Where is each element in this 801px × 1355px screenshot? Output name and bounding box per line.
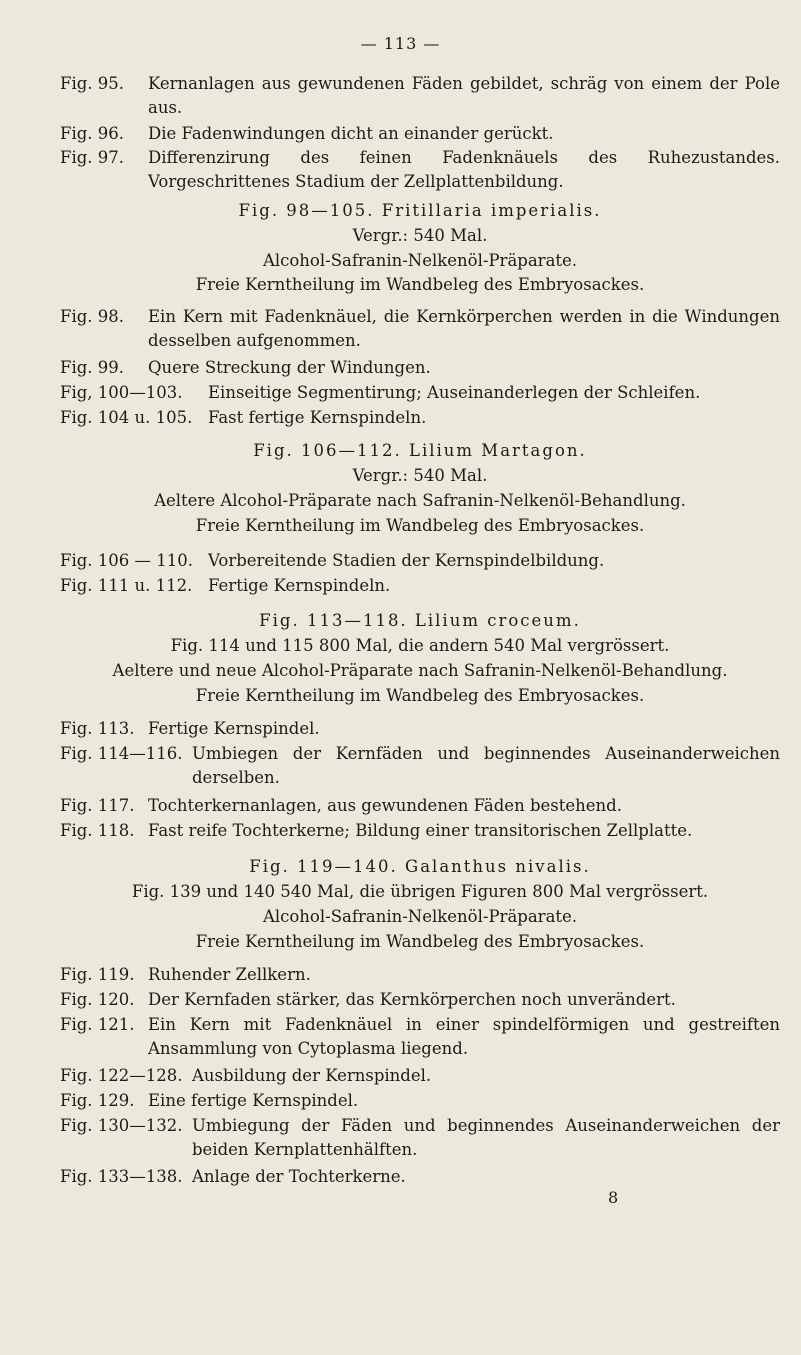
- figure-label: Fig. 122—128.: [60, 1066, 183, 1085]
- figure-label: Fig. 111 u. 112.: [60, 576, 193, 595]
- figure-label: Fig. 97.: [60, 148, 125, 167]
- section-description: Freie Kerntheilung im Wandbeleg des Embryosackes.: [195, 275, 645, 294]
- magnification: Vergr.: 540 Mal.: [352, 466, 488, 485]
- figure-label: Fig. 118.: [60, 821, 135, 840]
- preparation: Aeltere und neue Alcohol-Präparate nach Safranin-Nelkenöl-Behandlung.: [112, 661, 728, 680]
- figure-description: Anlage der Tochterkerne.: [192, 1167, 406, 1186]
- preparation: Alcohol-Safranin-Nelkenöl-Präparate.: [262, 251, 578, 270]
- preparation: Aeltere Alcohol-Präparate nach Safranin-Nelkenöl-Behandlung.: [154, 491, 686, 510]
- figure-description: Umbiegen der Kernfäden und beginnendes Auseinanderweichen derselben.: [192, 744, 780, 787]
- magnification: Fig. 114 und 115 800 Mal, die andern 540 Mal vergrössert.: [170, 636, 670, 655]
- signature-mark: 8: [608, 1188, 619, 1207]
- figure-label: Fig. 113.: [60, 719, 135, 738]
- figure-label: Fig. 106 — 110.: [60, 551, 193, 570]
- figure-description: Fertige Kernspindel.: [148, 719, 320, 738]
- figure-label: Fig. 104 u. 105.: [60, 408, 193, 427]
- figure-label: Fig. 129.: [60, 1091, 135, 1110]
- figure-description: Einseitige Segmentirung; Auseinanderlegen der Schleifen.: [208, 383, 701, 402]
- figure-label: Fig. 99.: [60, 358, 125, 377]
- figure-description: Fast reife Tochterkerne; Bildung einer transitorischen Zellplatte.: [148, 821, 693, 840]
- figure-description: Kernanlagen aus gewundenen Fäden gebildet, schräg von einem der Pole aus.: [148, 74, 780, 117]
- figure-description: Eine fertige Kernspindel.: [148, 1091, 359, 1110]
- figure-description: Ruhender Zellkern.: [148, 965, 311, 984]
- figure-label: Fig. 130—132.: [60, 1116, 183, 1135]
- figure-label: Fig. 121.: [60, 1015, 135, 1034]
- figure-description: Vorbereitende Stadien der Kernspindelbildung.: [208, 551, 605, 570]
- section-description: Freie Kerntheilung im Wandbeleg des Embryosackes.: [195, 516, 645, 535]
- figure-description: Ein Kern mit Fadenknäuel in einer spindelförmigen und gestreiften Ansammlung von Cytoplasma liegend.: [148, 1015, 780, 1058]
- section-title: Fig. 113—118. Lilium croceum.: [259, 611, 581, 630]
- figure-label: Fig. 120.: [60, 990, 135, 1009]
- figure-label: Fig. 95.: [60, 74, 125, 93]
- figure-label: Fig. 133—138.: [60, 1167, 183, 1186]
- figure-entry: [60, 72, 780, 120]
- figure-description: Quere Streckung der Windungen.: [148, 358, 431, 377]
- magnification: Fig. 139 und 140 540 Mal, die übrigen Figuren 800 Mal vergrössert.: [131, 882, 709, 901]
- figure-description: Die Fadenwindungen dicht an einander gerückt.: [148, 124, 554, 143]
- figure-description: Tochterkernanlagen, aus gewundenen Fäden bestehend.: [148, 796, 622, 815]
- section-title: Fig. 106—112. Lilium Martagon.: [253, 441, 587, 460]
- figure-description: Ausbildung der Kernspindel.: [192, 1066, 432, 1085]
- figure-description: Der Kernfaden stärker, das Kernkörperchen noch unverändert.: [148, 990, 676, 1009]
- figure-description: Umbiegung der Fäden und beginnendes Auseinanderweichen der beiden Kernplattenhälften.: [192, 1116, 780, 1159]
- figure-label: Fig. 114—116.: [60, 744, 183, 763]
- figure-label: Fig, 100—103.: [60, 383, 183, 402]
- section-title: Fig. 119—140. Galanthus nivalis.: [249, 857, 591, 876]
- figure-description: Differenzirung des feinen Fadenknäuels des Ruhezustandes. Vorgeschrittenes Stadium der Zellplattenbildung.: [148, 148, 780, 191]
- magnification: Vergr.: 540 Mal.: [352, 226, 488, 245]
- figure-label: Fig. 119.: [60, 965, 135, 984]
- page-number: — 113 —: [360, 34, 441, 53]
- figure-label: Fig. 117.: [60, 796, 135, 815]
- section-description: Freie Kerntheilung im Wandbeleg des Embryosackes.: [195, 932, 645, 951]
- figure-label: Fig. 98.: [60, 307, 125, 326]
- figure-description: Fertige Kernspindeln.: [208, 576, 391, 595]
- figure-description: Ein Kern mit Fadenknäuel, die Kernkörperchen werden in die Windungen desselben aufgenommen.: [148, 307, 780, 350]
- preparation: Alcohol-Safranin-Nelkenöl-Präparate.: [262, 907, 578, 926]
- section-title: Fig. 98—105. Fritillaria imperialis.: [238, 201, 602, 220]
- figure-description: Fast fertige Kernspindeln.: [208, 408, 427, 427]
- figure-label: Fig. 96.: [60, 124, 125, 143]
- section-description: Freie Kerntheilung im Wandbeleg des Embryosackes.: [195, 686, 645, 705]
